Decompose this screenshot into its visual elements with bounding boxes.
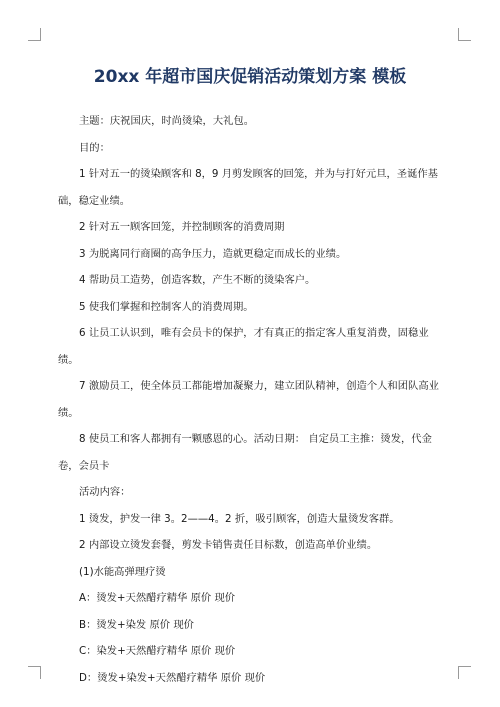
page-corner-mark-bottom-right — [458, 666, 471, 679]
paragraph-purpose-8: 8 使员工和客人都拥有一颗感恩的心。活动日期： 自定员工主推：烫发，代金卷，会员卡 — [58, 433, 432, 472]
paragraph-purpose-3: 3 为脱离同行商圈的高争压力，造就更稳定而成长的业绩。 — [79, 247, 347, 260]
paragraph-purpose-heading: 目的： — [79, 141, 110, 154]
document-title: 20xx 年超市国庆促销活动策划方案 模板 — [93, 67, 407, 87]
paragraph-purpose-6: 6 让员工认识到，唯有会员卡的保护，才有真正的指定客人重复消费，固稳业绩。 — [58, 327, 429, 366]
page-corner-mark-top-left — [28, 28, 41, 41]
paragraph-purpose-4: 4 帮助员工造势，创造客数，产生不断的烫染客户。 — [79, 274, 316, 286]
page-corner-mark-bottom-left — [28, 666, 41, 679]
paragraph-package-d: D：烫发+染发+天然醋疗精华 原价 现价 — [79, 671, 266, 684]
paragraph-activity-1: 1 烫发，护发一律 3。2——4。2 折，吸引顾客，创造大量烫发客群。 — [79, 512, 400, 525]
paragraph-purpose-2: 2 针对五一顾客回笼，并控制顾客的消费周期 — [79, 221, 285, 233]
paragraph-purpose-5: 5 使我们掌握和控制客人的消费周期。 — [79, 300, 254, 313]
paragraph-package-c: C：染发+天然醋疗精华 原价 现价 — [79, 645, 236, 657]
paragraph-activity-heading: 活动内容： — [79, 486, 131, 498]
paragraph-purpose-7: 7 激励员工，使全体员工都能增加凝聚力，建立团队精神，创造个人和团队高业绩。 — [58, 380, 439, 419]
paragraph-package-a: A：烫发+天然醋疗精华 原价 现价 — [79, 592, 236, 604]
paragraph-package-heading: (1)水能高弹理疗烫 — [79, 565, 166, 578]
paragraph-theme: 主题：庆祝国庆，时尚烫染，大礼包。 — [79, 115, 255, 127]
document-body — [58, 108, 448, 691]
page-corner-mark-top-right — [458, 28, 471, 41]
paragraph-activity-2: 2 内部设立烫发套餐，剪发卡销售责任目标数，创造高单价业绩。 — [79, 539, 378, 551]
paragraph-purpose-1: 1 针对五一的烫染顾客和 8，9 月剪发顾客的回笼，并为与打好元旦，圣诞作基础，稳定业绩。 — [58, 168, 438, 207]
paragraph-package-b: B：烫发+染发 原价 现价 — [79, 618, 194, 631]
